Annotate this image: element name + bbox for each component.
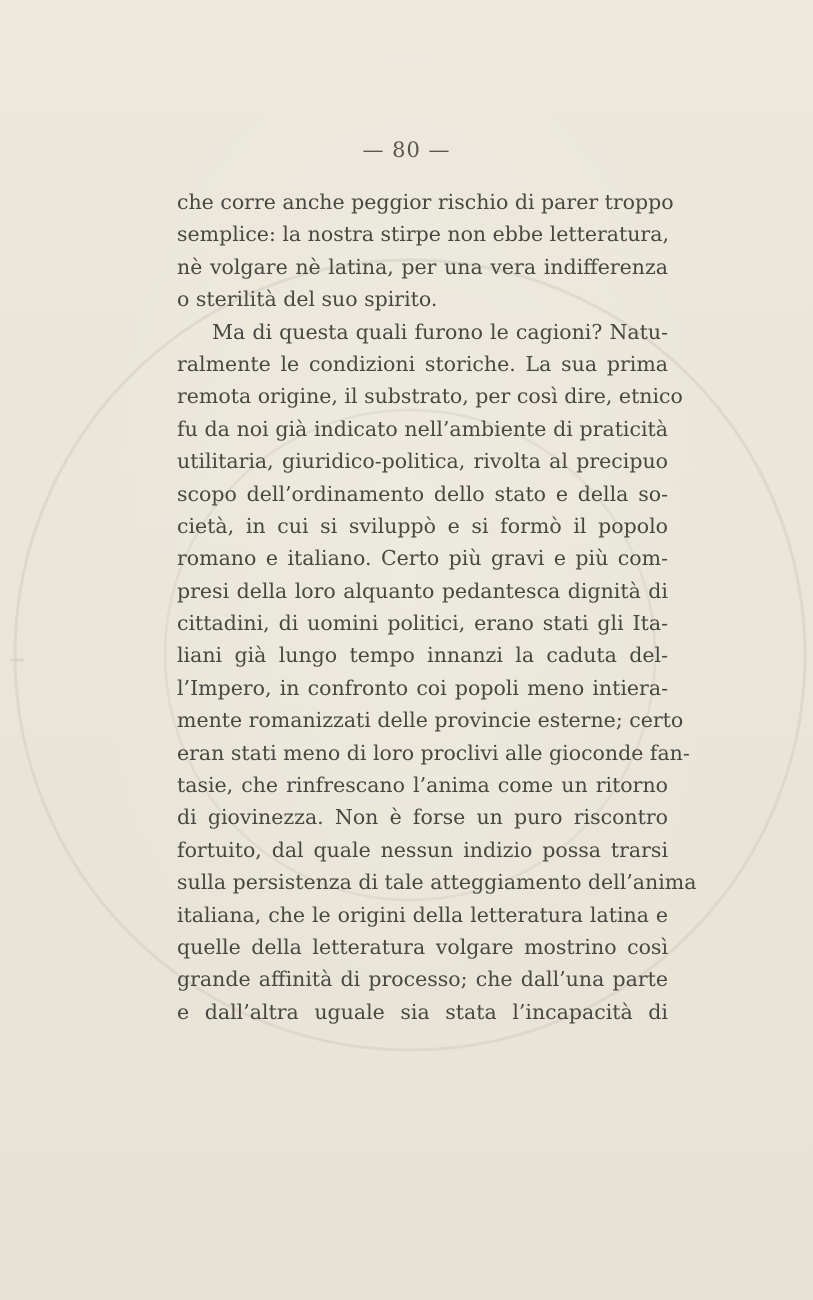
- text-line: grande affinità di processo; che dall’una parte: [177, 967, 668, 992]
- text-line: mente romanizzati delle provincie esterne; certo: [177, 708, 684, 733]
- text-line: liani già lungo tempo innanzi la caduta del-: [177, 643, 668, 668]
- text-line: remota origine, il substrato, per così dire, etnico: [177, 384, 683, 409]
- text-line: di giovinezza. Non è forse un puro riscontro: [177, 805, 668, 830]
- text-line: tasie, che rinfrescano l’anima come un ritorno: [177, 773, 668, 798]
- text-line: fortuito, dal quale nessun indizio possa trarsi: [177, 837, 668, 862]
- text-line: semplice: la nostra stirpe non ebbe letteratura,: [177, 222, 669, 247]
- text-line: italiana, che le origini della letteratura latina e: [177, 902, 668, 927]
- text-line: che corre anche peggior rischio di parer troppo: [177, 190, 674, 214]
- text-line: eran stati meno di loro proclivi alle gioconde fan-: [177, 740, 690, 765]
- text-line: e dall’altra uguale sia stata l’incapacità di: [177, 999, 668, 1024]
- text-line: o sterilità del suo spirito.: [177, 287, 438, 312]
- text-line: l’Impero, in confronto coi popoli meno intiera-: [177, 675, 668, 700]
- page-number: — 80 —: [362, 138, 451, 162]
- text-line: nè volgare nè latina, per una vera indifferenza: [177, 254, 668, 279]
- text-line: Ma di questa quali furono le cagioni? Natu-: [212, 319, 668, 344]
- text-line: scopo dell’ordinamento dello stato e della so-: [177, 481, 668, 506]
- text-line: cittadini, di uomini politici, erano stati gli Ita-: [177, 611, 668, 636]
- text-line: cietà, in cui si sviluppò e si formò il popolo: [177, 513, 668, 538]
- text-line: quelle della letteratura volgare mostrino così: [177, 934, 668, 959]
- text-line: romano e italiano. Certo più gravi e più com-: [177, 546, 668, 571]
- text-line: sulla persistenza di tale atteggiamento dell’anima: [177, 870, 697, 895]
- body-text: [177, 186, 697, 1028]
- text-line: ralmente le condizioni storiche. La sua prima: [177, 351, 668, 376]
- text-line: fu da noi già indicato nell’ambiente di praticità: [177, 416, 668, 441]
- text-line: utilitaria, giuridico-politica, rivolta al precipuo: [177, 449, 668, 474]
- text-line: presi della loro alquanto pedantesca dignità di: [177, 578, 668, 603]
